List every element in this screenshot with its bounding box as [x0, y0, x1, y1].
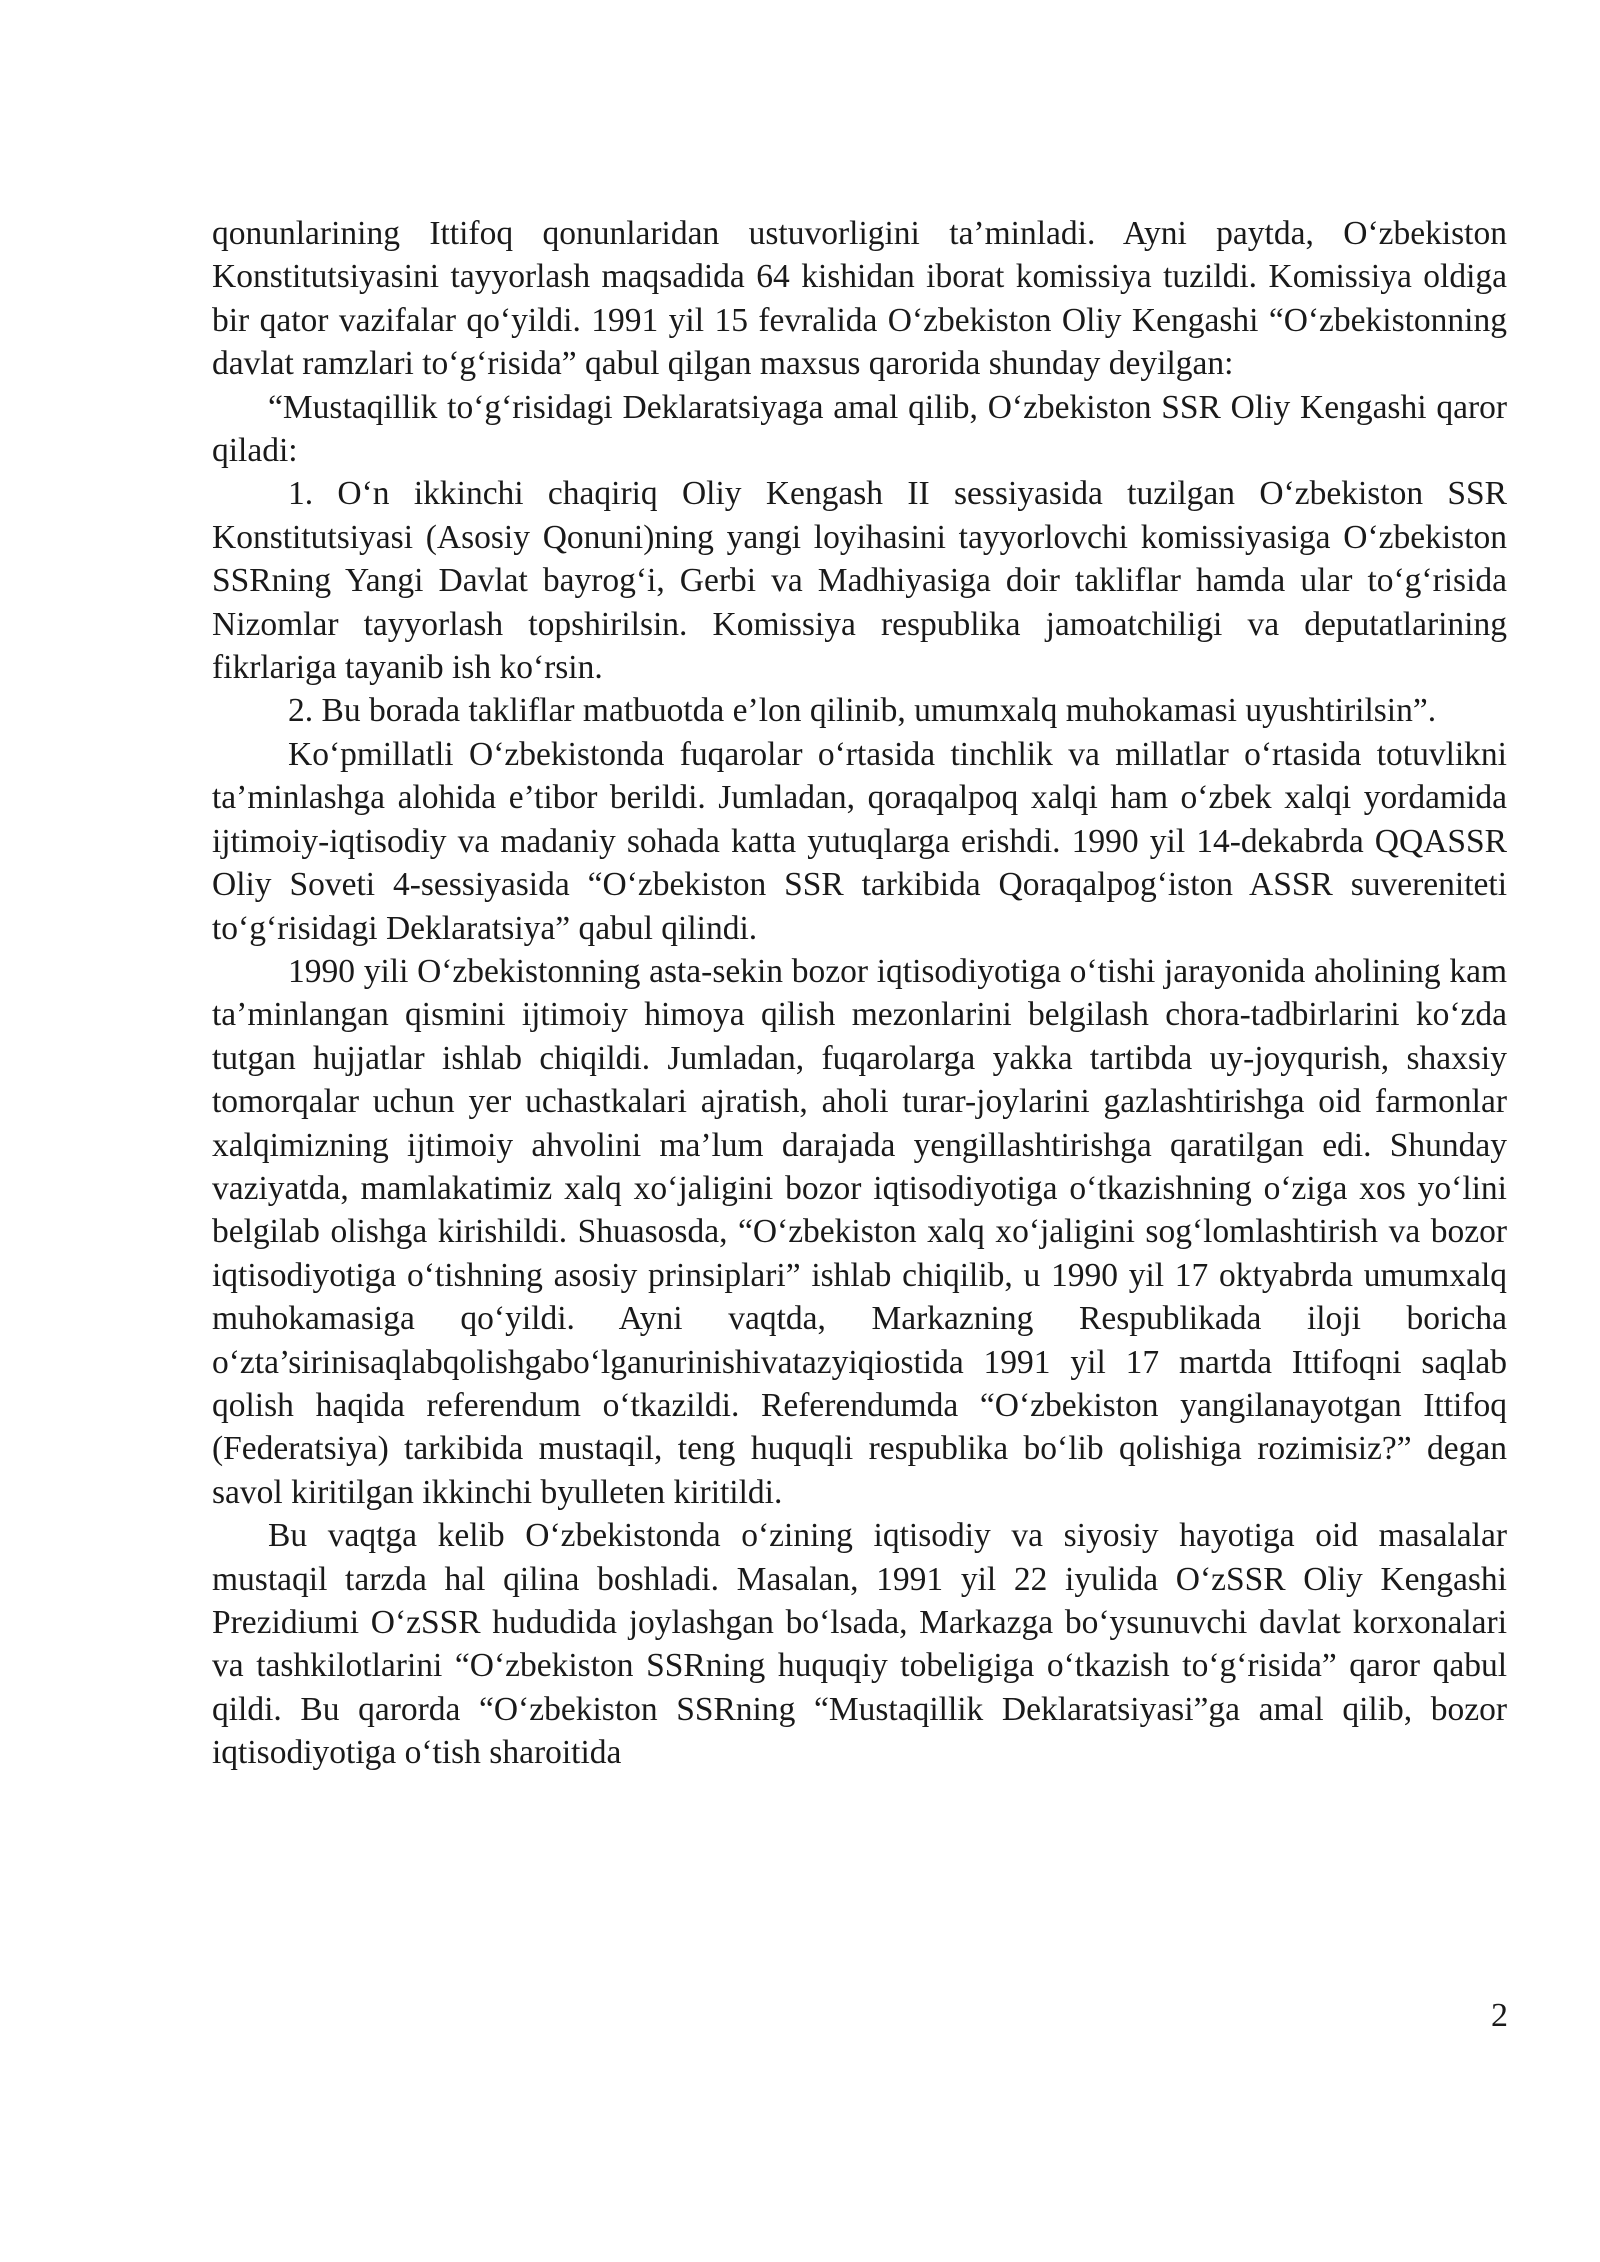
body-text — [212, 212, 1507, 1775]
paragraph-constitution-commission: qonunlarining Ittifoq qonunlaridan ustuvorligini ta’minladi. Ayni paytda, O‘zbekiston Konstitutsiyasini tayyorlash maqsadida 64 kishidan iborat komissiya tuzildi. Komissiya oldiga bir qator vazifalar qo‘yildi. 1991 yil 15 fevralida O‘zbekiston Oliy Kengashi “O‘zbekistonning davlat ramzlari to‘g‘risida” qabul qilgan maxsus qarorida shunday deyilgan: — [212, 215, 1507, 383]
paragraph-quote-intro: “Mustaqillik to‘g‘risidagi Deklaratsiyaga amal qilib, O‘zbekiston SSR Oliy Kengashi qaror qiladi: — [212, 388, 1507, 470]
paragraph-decision-item-2: 2. Bu borada takliflar matbuotda e’lon qilinib, umumxalq muhokamasi uyushtirilsin”. — [288, 692, 1437, 730]
paragraph-decision-item-1: 1. O‘n ikkinchi chaqiriq Oliy Kengash II sessiyasida tuzilgan O‘zbekiston SSR Konstitutsiyasi (Asosiy Qonuni)ning yangi loyihasini tayyorlovchi komissiyasiga O‘zbekiston SSRning Yangi Davlat bayrog‘i, Gerbi va Madhiyasiga doir takliflar hamda ular to‘g‘risida Nizomlar tayyorlash topshirilsin. Komissiya respublika jamoatchiligi va deputatlarining fikrlariga tayanib ish ko‘rsin. — [212, 475, 1507, 687]
paragraph-multinational-peace: Ko‘pmillatli O‘zbekistonda fuqarolar o‘rtasida tinchlik va millatlar o‘rtasida totuvlikni ta’minlashga alohida e’tibor berildi. Jumladan, qoraqalpoq xalqi ham o‘zbek xalqi yordamida ijtimoiy-iqtisodiy va madaniy sohada katta yutuqlarga erishdi. 1990 yil 14-dekabrda QQASSR Oliy Soveti 4-sessiyasida “O‘zbekiston SSR tarkibida Qoraqalpog‘iston ASSR suvereniteti to‘g‘risidagi Deklaratsiya” qabul qilindi. — [212, 735, 1507, 947]
page-number: 2 — [1491, 1997, 1508, 2034]
paragraph-economic-independence: Bu vaqtga kelib O‘zbekistonda o‘zining iqtisodiy va siyosiy hayotiga oid masalalar mustaqil tarzda hal qilina boshladi. Masalan, 1991 yil 22 iyulida O‘zSSR Oliy Kengashi Prezidiumi O‘zSSR hududida joylashgan bo‘lsada, Markazga bo‘ysunuvchi davlat korxonalari va tashkilotlarini “O‘zbekiston SSRning huquqiy tobeligiga o‘tkazish to‘g‘risida” qaror qabul qildi. Bu qarorda “O‘zbekiston SSRning “Mustaqillik Deklaratsiyasi”ga amal qilib, bozor iqtisodiyotiga o‘tish sharoitida — [212, 1517, 1507, 1772]
paragraph-market-transition: 1990 yili O‘zbekistonning asta-sekin bozor iqtisodiyotiga o‘tishi jarayonida aholining kam ta’minlangan qismini ijtimoiy himoya qilish mezonlarini belgilash chora-tadbirlarini ko‘zda tutgan hujjatlar ishlab chiqildi. Jumladan, fuqarolarga yakka tartibda uy-joyqurish, shaxsiy tomorqalar uchun yer uchastkalari ajratish, aholi turar-joylarini gazlashtirishga oid farmonlar xalqimizning ijtimoiy ahvolini ma’lum darajada yengillashtirishga qaratilgan edi. Shunday vaziyatda, mamlakatimiz xalq xo‘jaligini bozor iqtisodiyotiga o‘tkazishning o‘ziga xos yo‘lini belgilab olishga kirishildi. Shuasosda, “O‘zbekiston xalq xo‘jaligini sog‘lomlashtirish va bozor iqtisodiyotiga o‘tishning asosiy prinsiplari” ishlab chiqilib, u 1990 yil 17 oktyabrda umumxalq muhokamasiga qo‘yildi. Ayni vaqtda, Markazning Respublikada iloji boricha o‘zta’sirinisaqlabqolishgabo‘lganurinishivatazyiqiostida 1991 yil 17 martda Ittifoqni saqlab qolish haqida referendum o‘tkazildi. Referendumda “O‘zbekiston yangilanayotgan Ittifoq (Federatsiya) tarkibida mustaqil, teng huquqli respublika bo‘lib qolishiga rozimisiz?” degan savol kiritilgan ikkinchi byulleten kiritildi. — [212, 952, 1507, 1511]
